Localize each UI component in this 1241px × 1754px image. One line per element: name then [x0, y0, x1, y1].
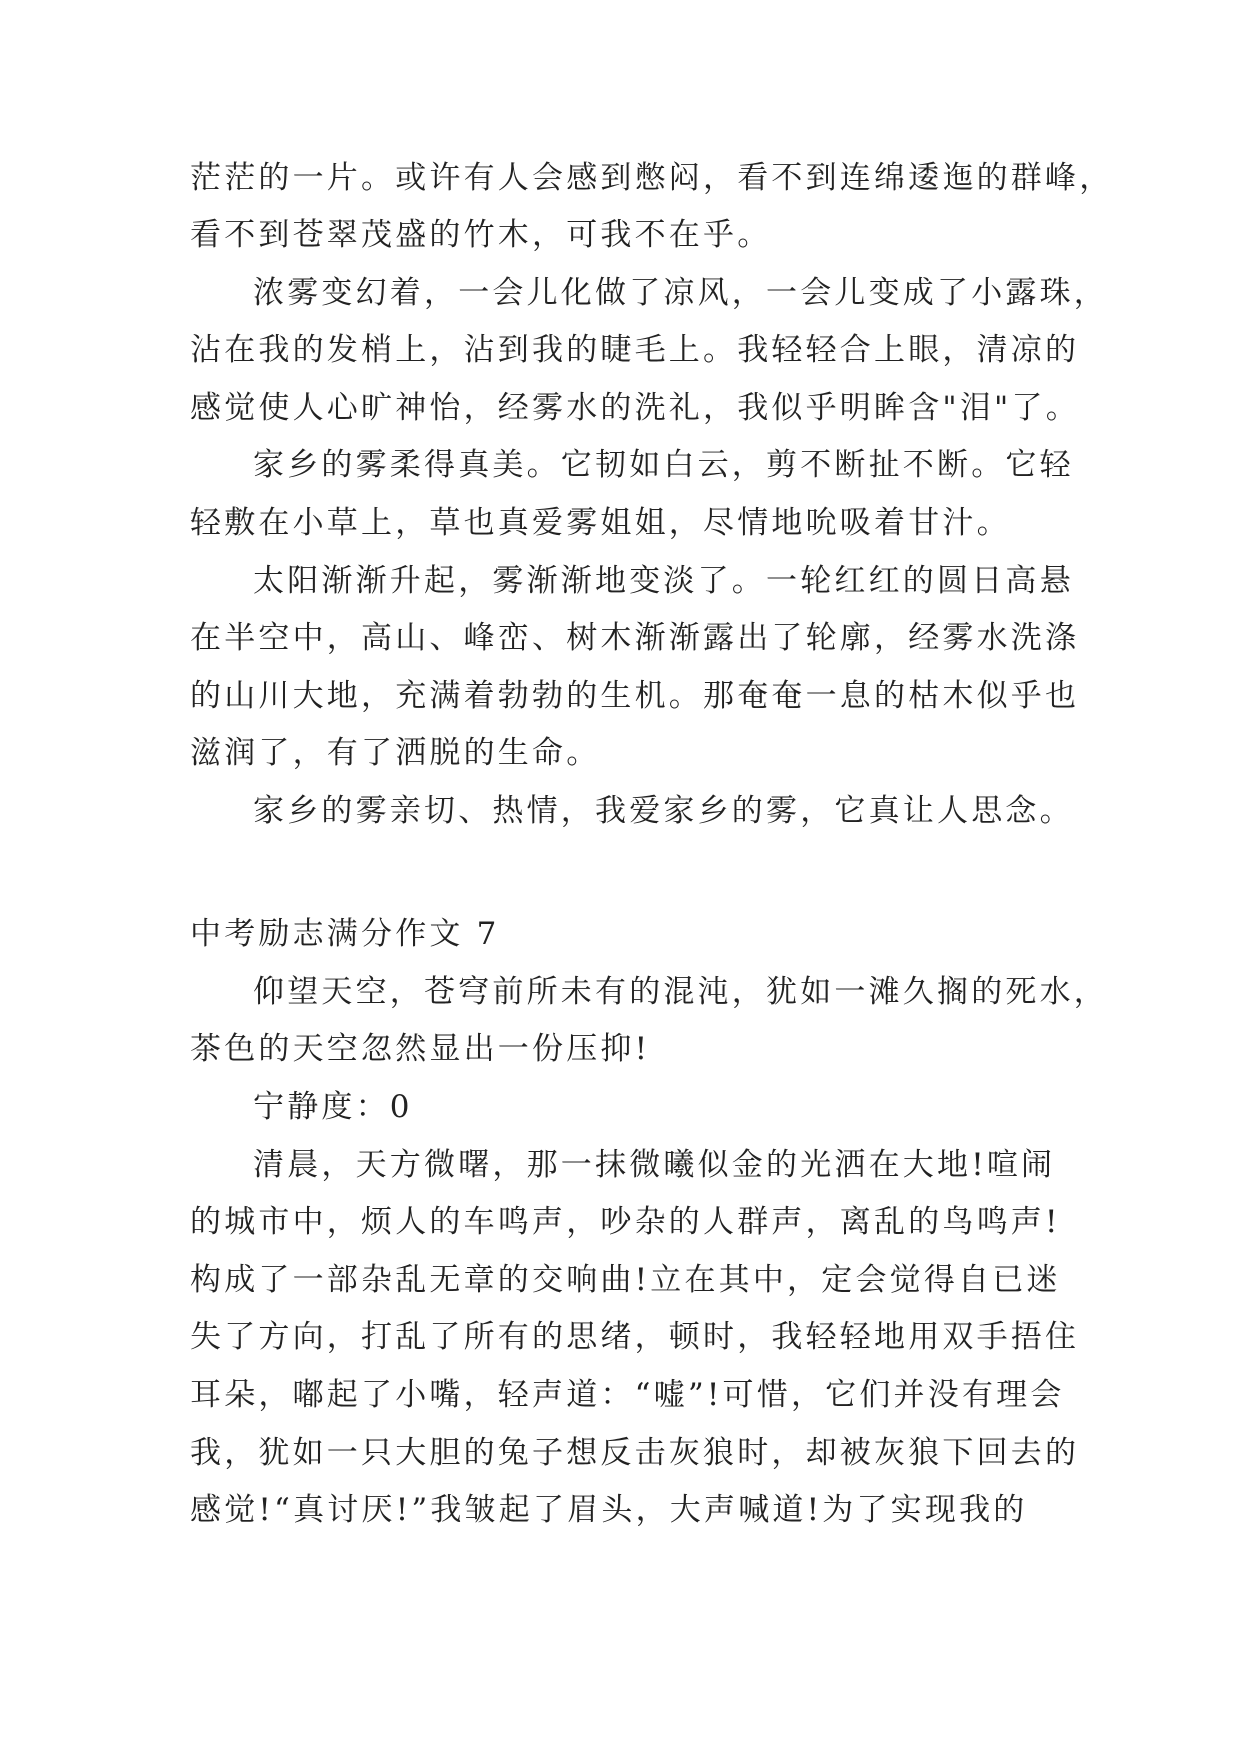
section-heading: 中考励志满分作文 7 — [190, 916, 500, 952]
paragraph-line: 在半空中，高山、峰峦、树木渐渐露出了轮廓，经雾水洗涤 — [190, 620, 1080, 656]
paragraph-line: 清晨，天方微曙，那一抹微曦似金的光洒在大地!喧闹 — [253, 1147, 1056, 1183]
paragraph-line: 感觉!“真讨厌!”我皱起了眉头，大声喊道!为了实现我的 — [190, 1492, 1028, 1528]
paragraph-line: 太阳渐渐升起，雾渐渐地变淡了。一轮红红的圆日高悬 — [253, 563, 1074, 599]
paragraph-line: 茫茫的一片。或许有人会感到憋闷，看不到连绵逶迤的群峰， — [190, 160, 1114, 196]
paragraph-line: 宁静度：0 — [253, 1089, 413, 1125]
paragraph-line: 的山川大地，充满着勃勃的生机。那奄奄一息的枯木似乎也 — [190, 678, 1080, 714]
paragraph-line: 的城市中，烦人的车鸣声，吵杂的人群声，离乱的鸟鸣声! — [190, 1204, 1061, 1240]
paragraph-line: 沾在我的发梢上，沾到我的睫毛上。我轻轻合上眼，清凉的 — [190, 332, 1080, 368]
paragraph-line: 感觉使人心旷神怡，经雾水的洗礼，我似乎明眸含"泪"了。 — [190, 390, 1080, 426]
paragraph-line: 失了方向，打乱了所有的思绪，顿时，我轻轻地用双手捂住 — [190, 1319, 1080, 1355]
paragraph-line: 家乡的雾柔得真美。它韧如白云，剪不断扯不断。它轻 — [253, 447, 1074, 483]
paragraph-line: 构成了一部杂乱无章的交响曲!立在其中，定会觉得自已迷 — [190, 1262, 1061, 1298]
paragraph-line: 我，犹如一只大胆的兔子想反击灰狼时，却被灰狼下回去的 — [190, 1435, 1080, 1471]
paragraph-line: 家乡的雾亲切、热情，我爱家乡的雾，它真让人思念。 — [253, 793, 1074, 829]
paragraph-line: 耳朵，嘟起了小嘴，轻声道：“嘘”!可惜，它们并没有理会 — [190, 1377, 1065, 1413]
paragraph-line: 仰望天空，苍穹前所未有的混沌，犹如一滩久搁的死水， — [253, 974, 1108, 1010]
paragraph-line: 浓雾变幻着，一会儿化做了凉风，一会儿变成了小露珠， — [253, 275, 1108, 311]
paragraph-line: 看不到苍翠茂盛的竹木，可我不在乎。 — [190, 217, 772, 253]
paragraph-line: 滋润了，有了洒脱的生命。 — [190, 735, 601, 771]
paragraph-line: 轻敷在小草上，草也真爱雾姐姐，尽情地吮吸着甘汁。 — [190, 505, 1011, 541]
paragraph-line: 茶色的天空忽然显出一份压抑! — [190, 1031, 651, 1067]
